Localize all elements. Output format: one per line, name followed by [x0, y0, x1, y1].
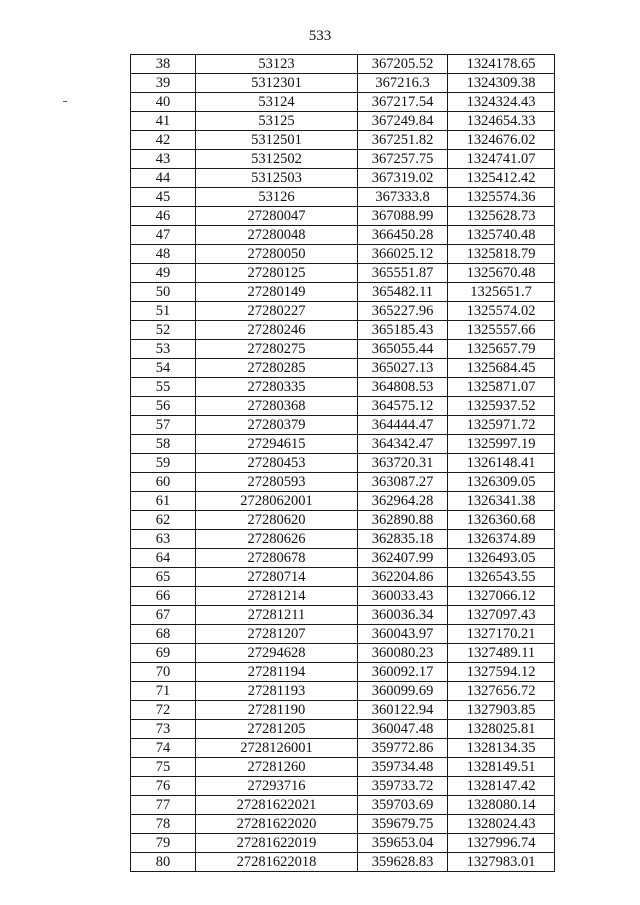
- point-number-cell: 47: [131, 226, 196, 245]
- point-number-cell: 64: [131, 549, 196, 568]
- coordinates-table: [130, 54, 555, 872]
- x-coordinate-cell: 367217.54: [358, 93, 448, 112]
- x-coordinate-cell: 366450.28: [358, 226, 448, 245]
- point-id-cell: 27280335: [196, 378, 358, 397]
- point-number-cell: 67: [131, 606, 196, 625]
- table-row: [131, 758, 555, 777]
- y-coordinate-cell: 1325740.48: [448, 226, 555, 245]
- point-number-cell: 58: [131, 435, 196, 454]
- y-coordinate-cell: 1325557.66: [448, 321, 555, 340]
- table-row: [131, 131, 555, 150]
- y-coordinate-cell: 1326360.68: [448, 511, 555, 530]
- x-coordinate-cell: 365055.44: [358, 340, 448, 359]
- point-id-cell: 27280227: [196, 302, 358, 321]
- x-coordinate-cell: 367333.8: [358, 188, 448, 207]
- point-id-cell: 5312501: [196, 131, 358, 150]
- point-number-cell: 39: [131, 74, 196, 93]
- point-number-cell: 66: [131, 587, 196, 606]
- table-row: [131, 207, 555, 226]
- table-row: [131, 378, 555, 397]
- table-row: [131, 245, 555, 264]
- table-row: [131, 549, 555, 568]
- y-coordinate-cell: 1326148.41: [448, 454, 555, 473]
- point-id-cell: 27280620: [196, 511, 358, 530]
- x-coordinate-cell: 362835.18: [358, 530, 448, 549]
- table-row: [131, 834, 555, 853]
- point-number-cell: 55: [131, 378, 196, 397]
- table-row: [131, 815, 555, 834]
- point-id-cell: 27294628: [196, 644, 358, 663]
- y-coordinate-cell: 1326543.55: [448, 568, 555, 587]
- y-coordinate-cell: 1328024.43: [448, 815, 555, 834]
- point-id-cell: 27280275: [196, 340, 358, 359]
- point-id-cell: 27280125: [196, 264, 358, 283]
- x-coordinate-cell: 360047.48: [358, 720, 448, 739]
- table-row: [131, 169, 555, 188]
- point-number-cell: 57: [131, 416, 196, 435]
- y-coordinate-cell: 1325574.36: [448, 188, 555, 207]
- x-coordinate-cell: 359734.48: [358, 758, 448, 777]
- y-coordinate-cell: 1327656.72: [448, 682, 555, 701]
- table-row: [131, 55, 555, 74]
- x-coordinate-cell: 359733.72: [358, 777, 448, 796]
- point-number-cell: 42: [131, 131, 196, 150]
- x-coordinate-cell: 362890.88: [358, 511, 448, 530]
- point-id-cell: 53125: [196, 112, 358, 131]
- table-row: [131, 796, 555, 815]
- x-coordinate-cell: 367088.99: [358, 207, 448, 226]
- x-coordinate-cell: 363720.31: [358, 454, 448, 473]
- point-number-cell: 63: [131, 530, 196, 549]
- x-coordinate-cell: 367205.52: [358, 55, 448, 74]
- y-coordinate-cell: 1325412.42: [448, 169, 555, 188]
- point-number-cell: 40: [131, 93, 196, 112]
- x-coordinate-cell: 363087.27: [358, 473, 448, 492]
- point-id-cell: 53124: [196, 93, 358, 112]
- y-coordinate-cell: 1324324.43: [448, 93, 555, 112]
- table-row: [131, 739, 555, 758]
- y-coordinate-cell: 1325651.7: [448, 283, 555, 302]
- point-id-cell: 27281193: [196, 682, 358, 701]
- y-coordinate-cell: 1327170.21: [448, 625, 555, 644]
- table-row: [131, 321, 555, 340]
- point-number-cell: 60: [131, 473, 196, 492]
- point-id-cell: 2728062001: [196, 492, 358, 511]
- x-coordinate-cell: 366025.12: [358, 245, 448, 264]
- table-row: [131, 264, 555, 283]
- table-row: [131, 397, 555, 416]
- x-coordinate-cell: 364808.53: [358, 378, 448, 397]
- point-number-cell: 49: [131, 264, 196, 283]
- table-row: [131, 511, 555, 530]
- point-number-cell: 50: [131, 283, 196, 302]
- point-number-cell: 70: [131, 663, 196, 682]
- x-coordinate-cell: 367249.84: [358, 112, 448, 131]
- x-coordinate-cell: 360092.17: [358, 663, 448, 682]
- x-coordinate-cell: 362964.28: [358, 492, 448, 511]
- point-number-cell: 68: [131, 625, 196, 644]
- y-coordinate-cell: 1325670.48: [448, 264, 555, 283]
- point-id-cell: 27294615: [196, 435, 358, 454]
- point-number-cell: 46: [131, 207, 196, 226]
- point-number-cell: 41: [131, 112, 196, 131]
- table-row: [131, 568, 555, 587]
- y-coordinate-cell: 1325684.45: [448, 359, 555, 378]
- point-number-cell: 75: [131, 758, 196, 777]
- y-coordinate-cell: 1328080.14: [448, 796, 555, 815]
- x-coordinate-cell: 367257.75: [358, 150, 448, 169]
- point-id-cell: 5312301: [196, 74, 358, 93]
- x-coordinate-cell: 359703.69: [358, 796, 448, 815]
- table-row: [131, 663, 555, 682]
- y-coordinate-cell: 1325997.19: [448, 435, 555, 454]
- y-coordinate-cell: 1327594.12: [448, 663, 555, 682]
- table-row: [131, 606, 555, 625]
- x-coordinate-cell: 367251.82: [358, 131, 448, 150]
- x-coordinate-cell: 360080.23: [358, 644, 448, 663]
- y-coordinate-cell: 1328149.51: [448, 758, 555, 777]
- point-id-cell: 27281622018: [196, 853, 358, 872]
- table-row: [131, 226, 555, 245]
- x-coordinate-cell: 360033.43: [358, 587, 448, 606]
- x-coordinate-cell: 359679.75: [358, 815, 448, 834]
- point-number-cell: 43: [131, 150, 196, 169]
- point-number-cell: 45: [131, 188, 196, 207]
- y-coordinate-cell: 1327489.11: [448, 644, 555, 663]
- y-coordinate-cell: 1326309.05: [448, 473, 555, 492]
- point-number-cell: 72: [131, 701, 196, 720]
- table-row: [131, 720, 555, 739]
- y-coordinate-cell: 1325971.72: [448, 416, 555, 435]
- y-coordinate-cell: 1326341.38: [448, 492, 555, 511]
- x-coordinate-cell: 367216.3: [358, 74, 448, 93]
- table-row: [131, 682, 555, 701]
- table-row: [131, 454, 555, 473]
- point-id-cell: 53123: [196, 55, 358, 74]
- point-id-cell: 5312502: [196, 150, 358, 169]
- table-row: [131, 302, 555, 321]
- y-coordinate-cell: 1327996.74: [448, 834, 555, 853]
- table-row: [131, 112, 555, 131]
- point-number-cell: 51: [131, 302, 196, 321]
- x-coordinate-cell: 360036.34: [358, 606, 448, 625]
- point-number-cell: 54: [131, 359, 196, 378]
- x-coordinate-cell: 365027.13: [358, 359, 448, 378]
- x-coordinate-cell: 367319.02: [358, 169, 448, 188]
- table-row: [131, 435, 555, 454]
- y-coordinate-cell: 1328025.81: [448, 720, 555, 739]
- point-id-cell: 27281260: [196, 758, 358, 777]
- point-number-cell: 78: [131, 815, 196, 834]
- point-id-cell: 27281211: [196, 606, 358, 625]
- x-coordinate-cell: 362407.99: [358, 549, 448, 568]
- point-number-cell: 65: [131, 568, 196, 587]
- x-coordinate-cell: 360099.69: [358, 682, 448, 701]
- x-coordinate-cell: 364575.12: [358, 397, 448, 416]
- point-number-cell: 71: [131, 682, 196, 701]
- table-row: [131, 625, 555, 644]
- y-coordinate-cell: 1328134.35: [448, 739, 555, 758]
- point-id-cell: 27280285: [196, 359, 358, 378]
- table-row: [131, 283, 555, 302]
- table-row: [131, 587, 555, 606]
- y-coordinate-cell: 1328147.42: [448, 777, 555, 796]
- point-number-cell: 62: [131, 511, 196, 530]
- point-number-cell: 79: [131, 834, 196, 853]
- point-id-cell: 27281205: [196, 720, 358, 739]
- y-coordinate-cell: 1324741.07: [448, 150, 555, 169]
- x-coordinate-cell: 365227.96: [358, 302, 448, 321]
- x-coordinate-cell: 365482.11: [358, 283, 448, 302]
- point-id-cell: 27280048: [196, 226, 358, 245]
- point-id-cell: 27280368: [196, 397, 358, 416]
- table-row: [131, 359, 555, 378]
- point-id-cell: 27280379: [196, 416, 358, 435]
- point-number-cell: 77: [131, 796, 196, 815]
- point-id-cell: 2728126001: [196, 739, 358, 758]
- point-id-cell: 27280050: [196, 245, 358, 264]
- point-id-cell: 27280714: [196, 568, 358, 587]
- table-row: [131, 188, 555, 207]
- point-id-cell: 27281622020: [196, 815, 358, 834]
- x-coordinate-cell: 365185.43: [358, 321, 448, 340]
- point-id-cell: 27293716: [196, 777, 358, 796]
- y-coordinate-cell: 1327903.85: [448, 701, 555, 720]
- table-row: [131, 473, 555, 492]
- point-number-cell: 53: [131, 340, 196, 359]
- y-coordinate-cell: 1326374.89: [448, 530, 555, 549]
- x-coordinate-cell: 359653.04: [358, 834, 448, 853]
- point-number-cell: 44: [131, 169, 196, 188]
- y-coordinate-cell: 1325818.79: [448, 245, 555, 264]
- table-row: [131, 74, 555, 93]
- point-number-cell: 56: [131, 397, 196, 416]
- point-id-cell: 27280626: [196, 530, 358, 549]
- point-number-cell: 48: [131, 245, 196, 264]
- y-coordinate-cell: 1325657.79: [448, 340, 555, 359]
- point-number-cell: 52: [131, 321, 196, 340]
- point-id-cell: 27281622021: [196, 796, 358, 815]
- y-coordinate-cell: 1327066.12: [448, 587, 555, 606]
- scan-speck: [63, 101, 67, 102]
- y-coordinate-cell: 1327983.01: [448, 853, 555, 872]
- y-coordinate-cell: 1327097.43: [448, 606, 555, 625]
- point-id-cell: 27280047: [196, 207, 358, 226]
- table-row: [131, 416, 555, 435]
- point-id-cell: 53126: [196, 188, 358, 207]
- point-id-cell: 5312503: [196, 169, 358, 188]
- y-coordinate-cell: 1324309.38: [448, 74, 555, 93]
- x-coordinate-cell: 360122.94: [358, 701, 448, 720]
- point-id-cell: 27280453: [196, 454, 358, 473]
- point-number-cell: 59: [131, 454, 196, 473]
- point-number-cell: 76: [131, 777, 196, 796]
- y-coordinate-cell: 1324676.02: [448, 131, 555, 150]
- point-id-cell: 27280149: [196, 283, 358, 302]
- point-number-cell: 73: [131, 720, 196, 739]
- point-number-cell: 61: [131, 492, 196, 511]
- point-number-cell: 38: [131, 55, 196, 74]
- point-id-cell: 27281214: [196, 587, 358, 606]
- table-row: [131, 340, 555, 359]
- y-coordinate-cell: 1325574.02: [448, 302, 555, 321]
- point-number-cell: 80: [131, 853, 196, 872]
- table-row: [131, 492, 555, 511]
- x-coordinate-cell: 359628.83: [358, 853, 448, 872]
- table-row: [131, 701, 555, 720]
- y-coordinate-cell: 1325628.73: [448, 207, 555, 226]
- page-number: 533: [308, 28, 332, 44]
- y-coordinate-cell: 1324178.65: [448, 55, 555, 74]
- point-id-cell: 27281194: [196, 663, 358, 682]
- coordinates-table-body: [131, 55, 555, 872]
- point-id-cell: 27281622019: [196, 834, 358, 853]
- table-row: [131, 644, 555, 663]
- y-coordinate-cell: 1326493.05: [448, 549, 555, 568]
- point-id-cell: 27281190: [196, 701, 358, 720]
- table-row: [131, 530, 555, 549]
- point-id-cell: 27280593: [196, 473, 358, 492]
- x-coordinate-cell: 364342.47: [358, 435, 448, 454]
- x-coordinate-cell: 364444.47: [358, 416, 448, 435]
- table-row: [131, 150, 555, 169]
- point-id-cell: 27281207: [196, 625, 358, 644]
- x-coordinate-cell: 360043.97: [358, 625, 448, 644]
- table-row: [131, 93, 555, 112]
- table-row: [131, 853, 555, 872]
- table-row: [131, 777, 555, 796]
- y-coordinate-cell: 1325937.52: [448, 397, 555, 416]
- point-id-cell: 27280246: [196, 321, 358, 340]
- x-coordinate-cell: 365551.87: [358, 264, 448, 283]
- point-number-cell: 74: [131, 739, 196, 758]
- x-coordinate-cell: 359772.86: [358, 739, 448, 758]
- y-coordinate-cell: 1324654.33: [448, 112, 555, 131]
- y-coordinate-cell: 1325871.07: [448, 378, 555, 397]
- x-coordinate-cell: 362204.86: [358, 568, 448, 587]
- point-number-cell: 69: [131, 644, 196, 663]
- point-id-cell: 27280678: [196, 549, 358, 568]
